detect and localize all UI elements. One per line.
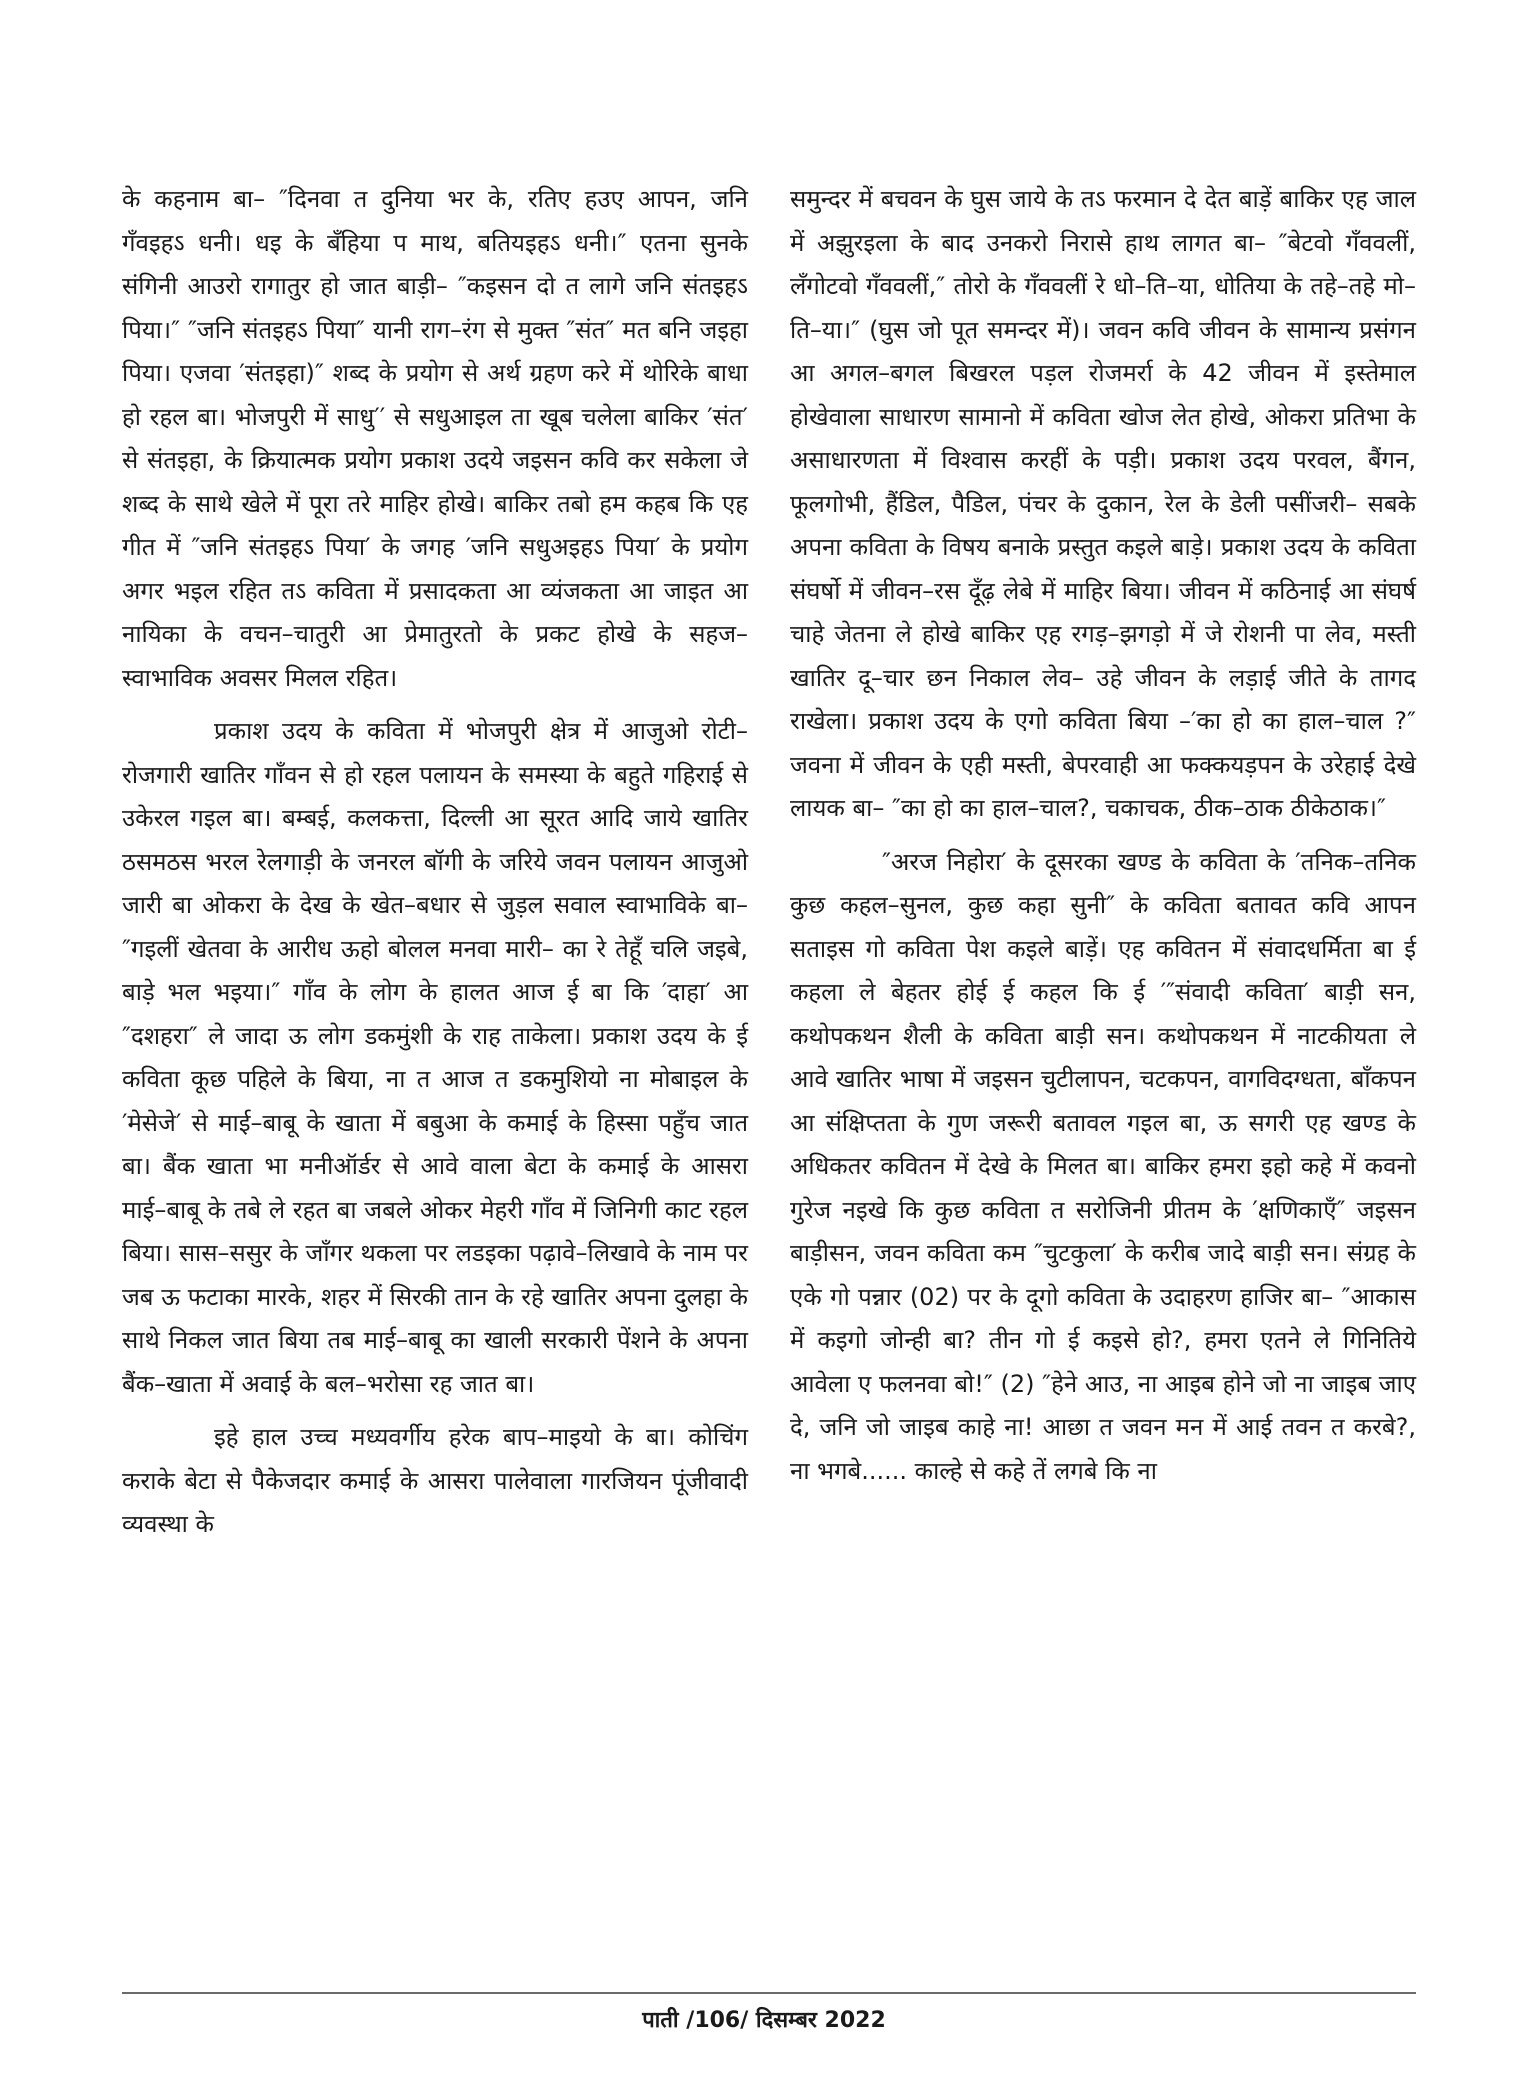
footer-rule [122, 1992, 1416, 1994]
right-paragraph-1: समुन्दर में बचवन के घुस जाये के तऽ फरमान दे देत बाड़ें बाकिर एह जाल में अझुरइला के बाद उनकरो निरासे हाथ लागत बा– ″बेटवो गँववलीं, लँगोटवो गँववलीं,″ तोरो के गँववलीं रे धो–ति–या, धोतिया के तहे–तहे मो–ति–या।″ (घुस जो पूत समन्दर में)। जवन कवि जीवन के सामान्य प्रसंगन आ अगल–बगल बिखरल पड़ल रोजमर्रा के 42 जीवन में इस्तेमाल होखेवाला साधारण सामानो में कविता खोज लेत होखे, ओकरा प्रतिभा के असाधारणता में विश्वास करहीं के पड़ी। प्रकाश उदय परवल, बैंगन, फूलगोभी, हैंडिल, पैडिल, पंचर के दुकान, रेल के डेली पसींजरी– सबके अपना कविता के विषय बनाके प्रस्तुत कइले बाड़े। प्रकाश उदय के कविता संघर्षो में जीवन–रस दूँढ़ लेबे में माहिर बिया। जीवन में कठिनाई आ संघर्ष चाहे जेतना ले होखे बाकिर एह रगड़–झगड़ो में जे रोशनी पा लेव, मस्ती खातिर दू–चार छन निकाल लेव– उहे जीवन के लड़ाई जीते के तागद राखेला। प्रकाश उदय के एगो कविता बिया –′का हो का हाल–चाल ?″ जवना में जीवन के एही मस्ती, बेपरवाही आ फक्कयड़पन के उरेहाई देखे लायक बा– ″का हो का हाल–चाल?, चकाचक, ठीक–ठाक ठीकेठाक।″ [790, 185, 1416, 822]
right-paragraph-2: ″अरज निहोरा′ के दूसरका खण्ड के कविता के ′तनिक–तनिक कुछ कहल–सुनल, कुछ कहा सुनी″ के कविता बतावत कवि आपन सताइस गो कविता पेश कइले बाड़ें। एह कवितन में संवादधर्मिता बा ई कहला ले बेहतर होई ई कहल कि ई ′″संवादी कविता′ बाड़ी सन, कथोपकथन शैली के कविता बाड़ी सन। कथोपकथन में नाटकीयता ले आवे खातिर भाषा में जइसन चुटीलापन, चटकपन, वागविदग्धता, बाँकपन आ संक्षिप्तता के गुण जरूरी बतावल गइल बा, ऊ सगरी एह खण्ड के अधिकतर कवितन में देखे के मिलत बा। बाकिर हमरा इहो कहे में कवनो गुरेज नइखे कि कुछ कविता त सरोजिनी प्रीतम के ′क्षणिकाएँ″ जइसन बाड़ीसन, जवन कविता कम ″चुटकुला′ के करीब जादे बाड़ी सन। संग्रह के एके गो पन्नार (02) पर के दूगो कविता के उदाहरण हाजिर बा– ″आकास में कइगो जोन्ही बा? तीन गो ई कइसे हो?, हमरा एतने ले गिनितिये आवेला ए फलनवा बो!″ (2) ″हेने आउ, ना आइब होने जो ना जाइब जाए दे, जनि जो जाइब काहे ना! आछा त जवन मन में आई तवन त करबे?, ना भगबे...... काल्हे से कहे तें लगबे कि ना [790, 847, 1416, 1485]
left-paragraph-3: इहे हाल उच्च मध्यवर्गीय हरेक बाप–माइयो के बा। कोचिंग कराके बेटा से पैकेजदार कमाई के आसरा पालेवाला गारजियन पूंजीवादी व्यवस्था के [122, 1423, 748, 1538]
page-folio: पाती /106/ दिसम्बर 2022 [642, 2008, 886, 2033]
left-text-column [122, 178, 748, 1557]
left-paragraph-1: के कहनाम बा– ″दिनवा त दुनिया भर के, रतिए हउए आपन, जनि गँवइहऽ धनी। धइ के बँहिया प माथ, बतियइहऽ धनी।″ एतना सुनके संगिनी आउरो रागातुर हो जात बाड़ी– ″कइसन दो त लागे जनि संतइहऽ पिया।″ ″जनि संतइहऽ पिया″ यानी राग–रंग से मुक्त ″संत″ मत बनि जइहा पिया। एजवा ′संतइहा)″ शब्द के प्रयोग से अर्थ ग्रहण करे में थोरिके बाधा हो रहल बा। भोजपुरी में साधु′′ से सधुआइल ता खूब चलेला बाकिर ′संत′ से संतइहा, के क्रियात्मक प्रयोग प्रकाश उदये जइसन कवि कर सकेला जे शब्द के साथे खेले में पूरा तरे माहिर होखे। बाकिर तबो हम कहब कि एह गीत में ″जनि संतइहऽ पिया′ के जगह ′जनि सधुअइहऽ पिया′ के प्रयोग अगर भइल रहित तऽ कविता में प्रसादकता आ व्यंजकता आ जाइत आ नायिका के वचन–चातुरी आ प्रेमातुरतो के प्रकट होखे के सहज–स्वाभाविक अवसर मिलल रहित। [122, 185, 748, 692]
right-text-column [790, 178, 1416, 1503]
left-paragraph-2: प्रकाश उदय के कविता में भोजपुरी क्षेत्र में आजुओ रोटी–रोजगारी खातिर गाँवन से हो रहल पलायन के समस्या के बहुते गहिराई से उकेरल गइल बा। बम्बई, कलकत्ता, दिल्ली आ सूरत आदि जाये खातिर ठसमठस भरल रेलगाड़ी के जनरल बॉगी के जरिये जवन पलायन आजुओ जारी बा ओकरा के देख के खेत–बधार से जुड़ल सवाल स्वाभाविके बा– ″गइलीं खेतवा के आरीध ऊहो बोलल मनवा मारी– का रे तेहूँ चलि जइबे, बाड़े भल भइया।″ गाँव के लोग के हालत आज ई बा कि ′दाहा′ आ ″दशहरा″ ले जादा ऊ लोग डकमुंशी के राह ताकेला। प्रकाश उदय के ई कविता कूछ पहिले के बिया, ना त आज त डकमुशियो ना मोबाइल के ′मेसेजे′ से माई–बाबू के खाता में बबुआ के कमाई के हिस्सा पहुँच जात बा। बैंक खाता भा मनीऑर्डर से आवे वाला बेटा के कमाई के आसरा माई–बाबू के तबे ले रहत बा जबले ओकर मेहरी गाँव में जिनिगी काट रहल बिया। सास–ससुर के जाँगर थकला पर लडइका पढ़ावे–लिखावे के नाम पर जब ऊ फटाका मारके, शहर में सिरकी तान के रहे खातिर अपना दुलहा के साथे निकल जात बिया तब माई–बाबू का खाली सरकारी पेंशने के अपना बैंक–खाता में अवाई के बल–भरोसा रह जात बा। [122, 717, 748, 1398]
